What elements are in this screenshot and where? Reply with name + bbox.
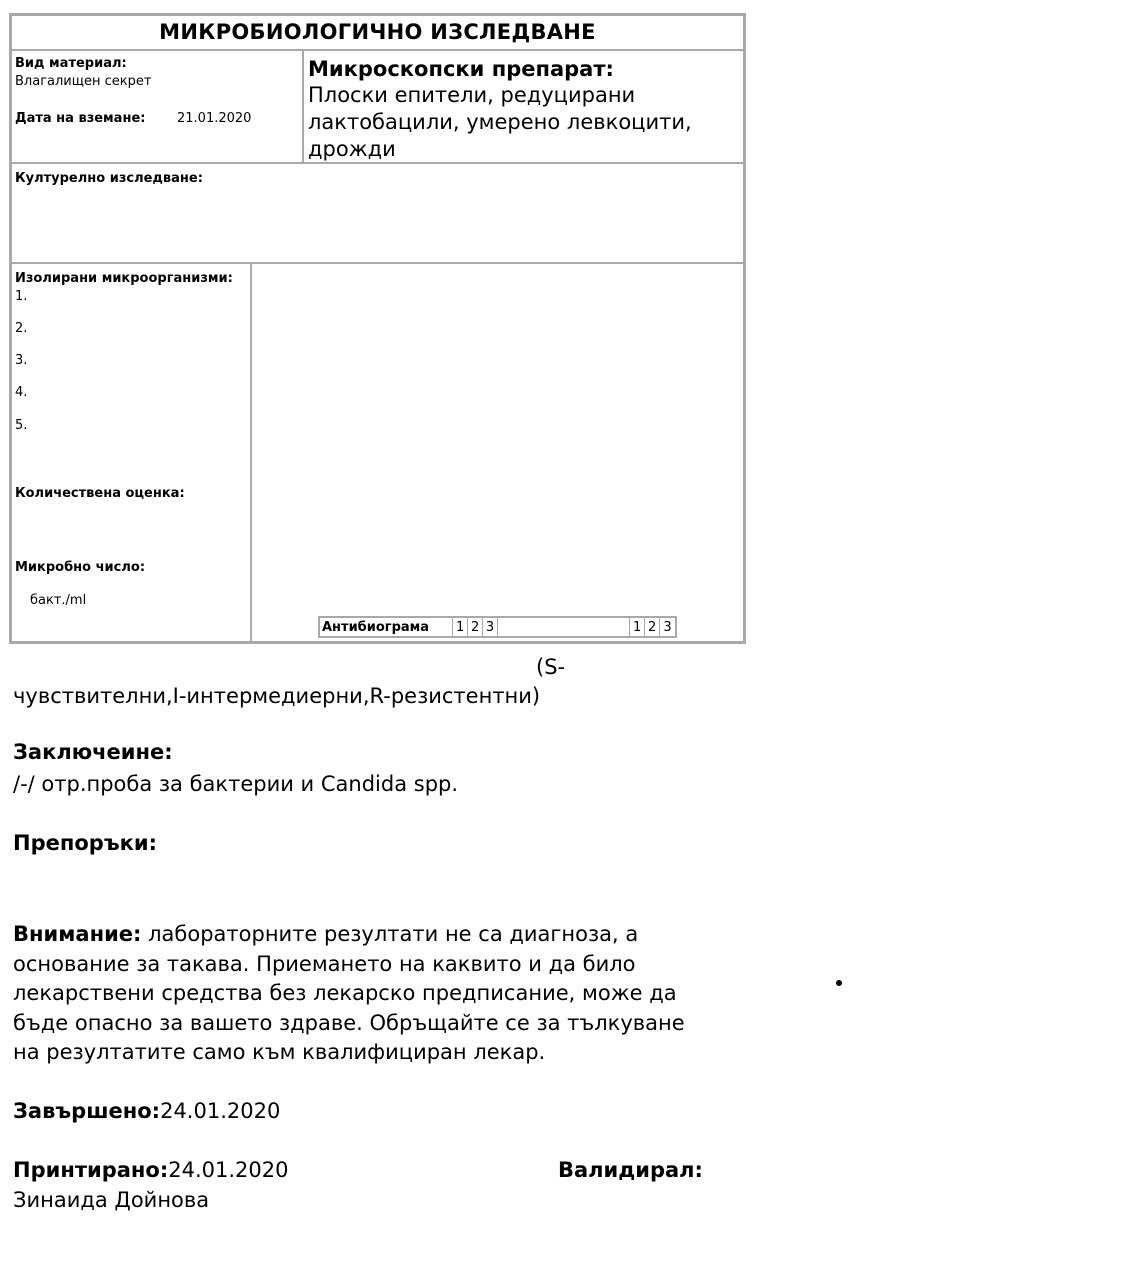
antibiogram-col: 2 xyxy=(645,618,660,636)
completed-line xyxy=(13,1099,280,1123)
printed-label: Принтирано: xyxy=(13,1158,169,1182)
antibiogram-col: 3 xyxy=(483,618,498,636)
completed-label: Завършено: xyxy=(13,1099,161,1123)
printed-line xyxy=(13,1158,289,1182)
warning-label: Внимание: xyxy=(13,922,142,946)
antibiogram-table xyxy=(318,616,677,638)
header-column-divider xyxy=(302,50,304,163)
culture-divider xyxy=(12,262,743,264)
microscopy-line: Плоски епители, редуцирани xyxy=(308,83,636,107)
microbial-count-unit: бакт./ml xyxy=(30,593,87,608)
legend-line-2: чувствителни,I-интермедиерни,R-резистентни) xyxy=(13,684,541,708)
material-value: Влагалищен секрет xyxy=(15,74,152,89)
microscopy-result xyxy=(308,82,692,163)
quantitative-label: Количествена оценка: xyxy=(15,486,185,501)
warning-text: на резултатите само към квалифициран лекар. xyxy=(13,1040,546,1064)
validator-name: Зинаида Дойнова xyxy=(13,1188,210,1212)
report-title: МИКРОБИОЛОГИЧНО ИЗСЛЕДВАНЕ xyxy=(159,20,596,44)
legend-line-1: (S- xyxy=(536,655,566,679)
warning-text: лекарствени средства без лекарско предписание, може да xyxy=(13,981,677,1005)
title-divider xyxy=(12,49,743,51)
validated-label: Валидирал: xyxy=(558,1158,703,1182)
sample-date-value: 21.01.2020 xyxy=(177,111,252,126)
microscopy-line: лактобацили, умерено левкоцити, xyxy=(308,110,692,134)
sample-date-label: Дата на вземане: xyxy=(15,111,146,126)
antibiogram-col: 2 xyxy=(468,618,483,636)
isolated-item: 2. xyxy=(15,321,28,336)
recommendations-label: Препоръки: xyxy=(13,831,157,855)
conclusion-label: Заключеине: xyxy=(13,740,173,764)
warning-block xyxy=(13,920,685,1068)
warning-text: основание за такава. Приемането на каквито и да било xyxy=(13,951,636,976)
isolated-item: 3. xyxy=(15,353,28,368)
antibiogram-col: 1 xyxy=(630,618,645,636)
warning-text: бъде опасно за вашето здраве. Обръщайте се за тълкуване xyxy=(13,1010,685,1035)
antibiogram-col: 1 xyxy=(453,618,468,636)
microbial-count-label: Микробно число: xyxy=(15,560,146,575)
completed-date: 24.01.2020 xyxy=(160,1099,281,1123)
antibiogram-name-cell xyxy=(498,618,630,636)
isolated-item: 1. xyxy=(15,289,28,304)
isolated-item: 4. xyxy=(15,385,28,400)
material-label: Вид материал: xyxy=(15,56,127,71)
antibiogram-col: 3 xyxy=(663,620,672,635)
isolated-label: Изолирани микроорганизми: xyxy=(15,271,233,286)
antibiogram-label: Антибиограма xyxy=(320,618,453,636)
conclusion-value: /-/ отр.проба за бактерии и Candida spp. xyxy=(13,772,459,796)
stray-dot xyxy=(836,980,842,986)
microscopy-line: дрожди xyxy=(308,137,396,161)
isolated-item: 5. xyxy=(15,418,28,433)
isolated-column-divider xyxy=(250,264,252,641)
culture-label: Културелно изследване: xyxy=(15,171,203,186)
warning-text: лабораторните резултати не са диагноза, а xyxy=(141,922,639,946)
microscopy-label: Микроскопски препарат: xyxy=(308,57,614,81)
printed-date: 24.01.2020 xyxy=(168,1158,289,1182)
